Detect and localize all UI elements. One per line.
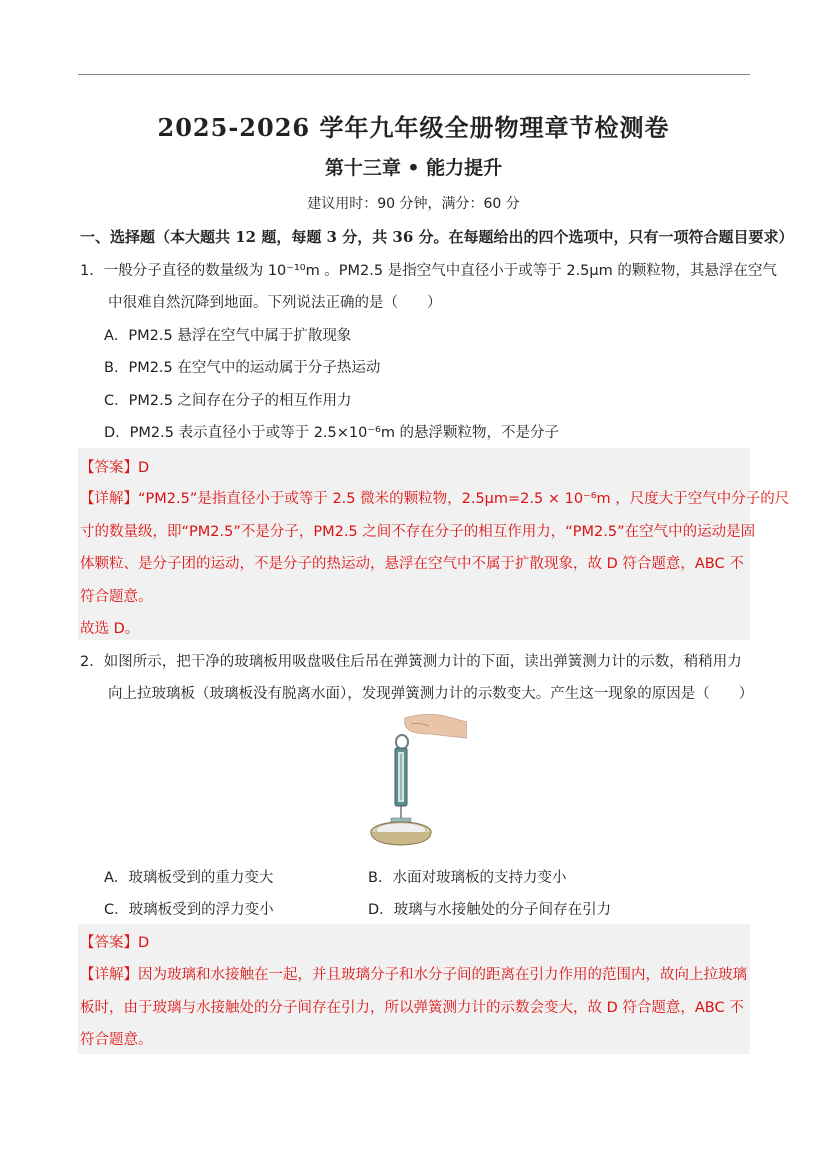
q1-option-d: D．PM2.5 表示直径小于或等于 2.5×10⁻⁶m 的悬浮颗粒物，不是分子 — [104, 425, 560, 441]
q2-answer-block — [78, 924, 750, 1054]
q2-detail-line2: 板时，由于玻璃与水接触处的分子间存在引力，所以弹簧测力计的示数会变大，故 D 符合题意，ABC 不 — [80, 1000, 744, 1016]
q1-answer: 【答案】D — [80, 460, 150, 476]
q1-detail-line2: 寸的数量级，即“PM2.5”不是分子，PM2.5 之间不存在分子的相互作用力，“PM2.5”在空气中的运动是固 — [80, 524, 756, 540]
q1-answer-block — [78, 448, 750, 640]
q2-option-d: D．玻璃与水接触处的分子间存在引力 — [368, 902, 612, 918]
section-heading: 一、选择题（本大题共 12 题，每题 3 分，共 36 分。在每题给出的四个选项中，只有一项符合题目要求） — [80, 228, 794, 246]
q1-stem-line2: 中很难自然沉降到地面。下列说法正确的是（ ） — [108, 295, 442, 311]
q1-detail-line3: 体颗粒、是分子团的运动，不是分子的热运动，悬浮在空气中不属于扩散现象，故 D 符合题意，ABC 不 — [80, 556, 744, 572]
q1-option-b: B．PM2.5 在空气中的运动属于分子热运动 — [104, 360, 381, 376]
header-rule — [78, 74, 750, 75]
q1-option-a: A．PM2.5 悬浮在空气中属于扩散现象 — [104, 328, 352, 344]
q2-stem-line1: 2．如图所示，把干净的玻璃板用吸盘吸住后吊在弹簧测力计的下面，读出弹簧测力计的示数，稍稍用力 — [80, 654, 742, 670]
time-score-info: 建议用时：90 分钟，满分：60 分 — [307, 196, 520, 212]
q1-detail-line4: 符合题意。 — [80, 589, 153, 605]
q1-detail-line1: 【详解】“PM2.5”是指直径小于或等于 2.5 微米的颗粒物，2.5μm=2.5 × 10⁻⁶m ，尺度大于空气中分子的尺 — [80, 491, 790, 507]
chapter-subtitle: 第十三章 • 能力提升 — [324, 157, 503, 179]
q2-option-a: A．玻璃板受到的重力变大 — [104, 870, 274, 886]
spring-scale-glass-figure — [365, 712, 467, 850]
q2-detail-line3: 符合题意。 — [80, 1032, 153, 1048]
page-title: 2025-2026 学年九年级全册物理章节检测卷 — [157, 113, 670, 142]
q2-stem-line2: 向上拉玻璃板（玻璃板没有脱离水面），发现弹簧测力计的示数变大。产生这一现象的原因是（ ） — [108, 686, 754, 702]
q1-detail-line5: 故选 D。 — [80, 621, 140, 637]
q2-option-b: B．水面对玻璃板的支持力变小 — [368, 870, 567, 886]
q2-detail-line1: 【详解】因为玻璃和水接触在一起，并且玻璃分子和水分子间的距离在引力作用的范围内，故向上拉玻璃 — [80, 967, 747, 983]
q1-option-c: C．PM2.5 之间存在分子的相互作用力 — [104, 393, 352, 409]
q2-option-c: C．玻璃板受到的浮力变小 — [104, 902, 274, 918]
q1-stem-line1: 1．一般分子直径的数量级为 10⁻¹⁰m 。PM2.5 是指空气中直径小于或等于 2.5μm 的颗粒物，其悬浮在空气 — [80, 263, 777, 279]
q2-answer: 【答案】D — [80, 935, 150, 951]
